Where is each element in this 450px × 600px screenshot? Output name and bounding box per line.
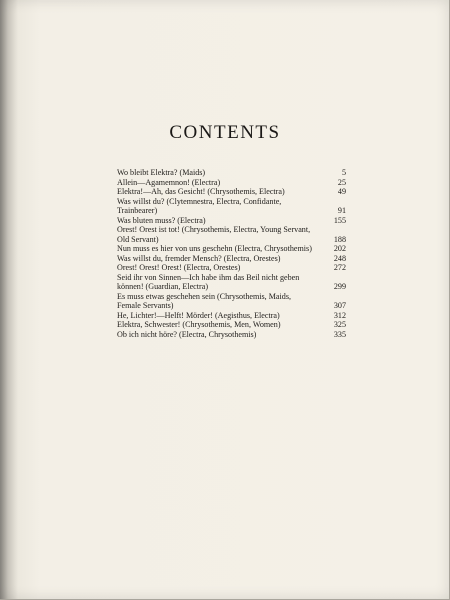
toc-entry-title: Elektra!—Ah, das Gesicht! (Chrysothemis, Electra): [117, 187, 285, 196]
toc-entry-title: Nun muss es hier von uns geschehn (Electra, Chrysothemis): [117, 244, 312, 253]
toc-entry-page: 202: [333, 244, 346, 253]
toc-entry-title: Seid ihr von Sinnen—Ich habe ihm das Beil nicht geben können! (Guardian, Electra): [117, 272, 300, 291]
toc-entry-page: 335: [333, 329, 346, 339]
toc-entry-page: 272: [333, 263, 346, 272]
toc-entry: [117, 263, 346, 273]
toc-entry: [117, 216, 346, 226]
toc-entry-title: He, Lichter!—Helft! Mörder! (Aegisthus, Electra): [117, 310, 280, 320]
toc-entry-title: Ob ich nicht höre? (Electra, Chrysothemis): [117, 329, 257, 339]
toc-entry: [117, 311, 346, 321]
toc-entry-title: Allein—Agamemnon! (Electra): [117, 177, 221, 187]
toc-entry: [117, 168, 346, 178]
contents-heading: CONTENTS: [169, 122, 281, 143]
toc-entry-page: 299: [333, 282, 346, 291]
toc-entry-title: Was willst du? (Clytemnestra, Electra, Confidante, Trainbearer): [117, 196, 282, 215]
toc-entry-title: Was willst du, fremder Mensch? (Electra, Orestes): [117, 253, 281, 263]
toc-entry-page: 325: [333, 320, 346, 329]
toc-entry-title: Es muss etwas geschehen sein (Chrysothemis, Maids, Female Servants): [117, 291, 291, 310]
table-of-contents: [117, 168, 346, 339]
toc-entry-page: 5: [341, 168, 346, 177]
toc-entry-page: 91: [337, 206, 346, 215]
toc-entry: [117, 244, 346, 254]
toc-entry-page: 188: [333, 234, 346, 244]
toc-entry-page: 248: [333, 253, 346, 263]
toc-entry: [117, 254, 346, 264]
toc-entry-page: 307: [333, 301, 346, 310]
toc-entry-title: Was bluten muss? (Electra): [117, 215, 206, 225]
toc-entry: [117, 330, 346, 340]
toc-entry: [117, 187, 346, 197]
toc-entry: [117, 197, 346, 216]
toc-entry: [117, 273, 346, 292]
toc-entry: [117, 225, 346, 244]
toc-entry-title: Elektra, Schwester! (Chrysothemis, Men, Women): [117, 320, 281, 329]
toc-entry: [117, 178, 346, 188]
toc-entry-page: 155: [333, 215, 346, 225]
toc-entry-title: Orest! Orest ist tot! (Chrysothemis, Electra, Young Servant, Old Servant): [117, 225, 311, 244]
toc-entry: [117, 320, 346, 330]
toc-entry-page: 49: [337, 187, 346, 196]
toc-entry-page: 312: [333, 310, 346, 320]
toc-entry-page: 25: [337, 177, 346, 187]
toc-entry-title: Wo bleibt Elektra? (Maids): [117, 168, 206, 177]
toc-entry-title: Orest! Orest! Orest! (Electra, Orestes): [117, 263, 241, 272]
toc-entry: [117, 292, 346, 311]
